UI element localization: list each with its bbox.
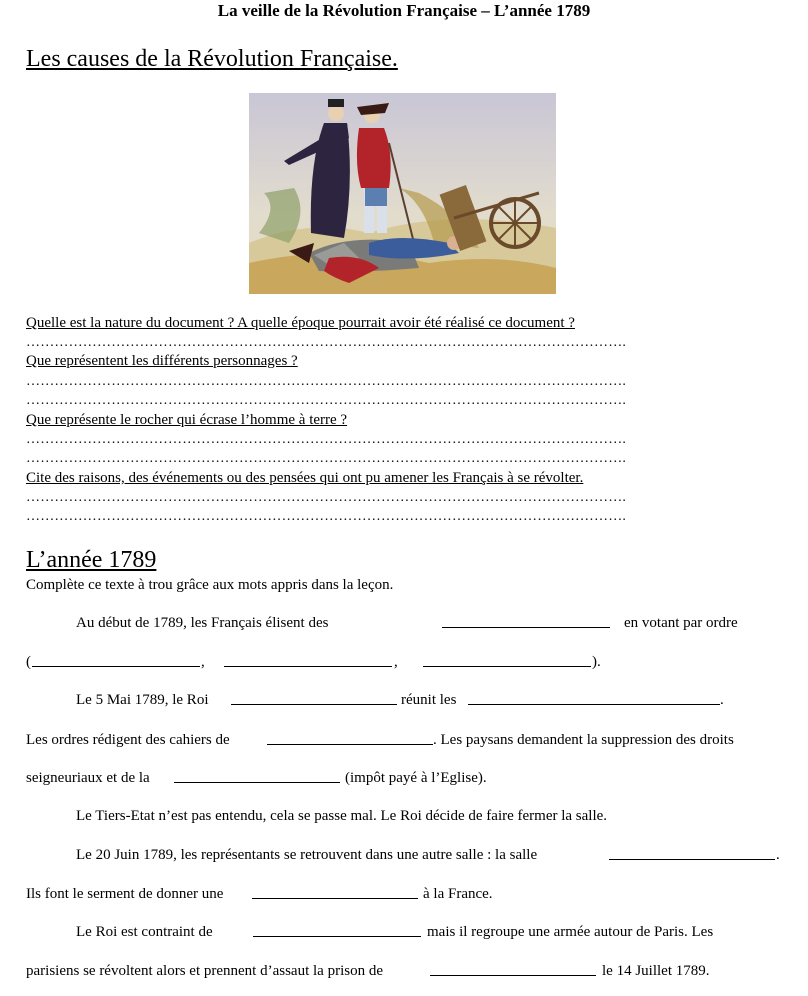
answer-line: ……………………………………………………………………………………………………………….: [26, 374, 627, 389]
fill-blank-11[interactable]: [253, 922, 421, 937]
answer-line: ……………………………………………………………………………………………………………….: [26, 451, 627, 466]
fill-blank-9[interactable]: [609, 845, 775, 860]
fill-blank-7[interactable]: [267, 730, 433, 745]
answer-line: ……………………………………………………………………………………………………………….: [26, 335, 627, 350]
answer-line: ……………………………………………………………………………………………………………….: [26, 432, 627, 447]
question-1: Quelle est la nature du document ? A quelle époque pourrait avoir été réalisé ce document ?: [26, 315, 575, 331]
caricature-image: [249, 93, 556, 294]
answer-line: ……………………………………………………………………………………………………………….: [26, 490, 627, 505]
answer-line: ……………………………………………………………………………………………………………….: [26, 509, 627, 524]
fill-blank-12[interactable]: [430, 961, 596, 976]
fill-blank-3[interactable]: [224, 652, 392, 667]
section-heading-causes: Les causes de la Révolution Française.: [26, 46, 398, 72]
fill-blank-2[interactable]: [32, 652, 200, 667]
question-3: Que représente le rocher qui écrase l’homme à terre ?: [26, 412, 348, 428]
question-4: Cite des raisons, des événements ou des pensées qui ont pu amener les Français à se révolter.: [26, 470, 584, 486]
fill-blank-10[interactable]: [252, 884, 418, 899]
question-2: Que représentent les différents personnages ?: [26, 353, 298, 369]
page-title: La veille de la Révolution Française – L’année 1789: [217, 1, 591, 20]
section-heading-1789: L’année 1789: [26, 547, 157, 573]
exercise-instructions: Complète ce texte à trou grâce aux mots appris dans la leçon.: [26, 577, 394, 593]
fill-blank-5[interactable]: [231, 690, 397, 705]
fill-blank-4[interactable]: [423, 652, 591, 667]
fill-blank-8[interactable]: [174, 768, 340, 783]
answer-line: ……………………………………………………………………………………………………………….: [26, 393, 627, 408]
fill-blank-1[interactable]: [442, 613, 610, 628]
fill-blank-6[interactable]: [468, 690, 720, 705]
